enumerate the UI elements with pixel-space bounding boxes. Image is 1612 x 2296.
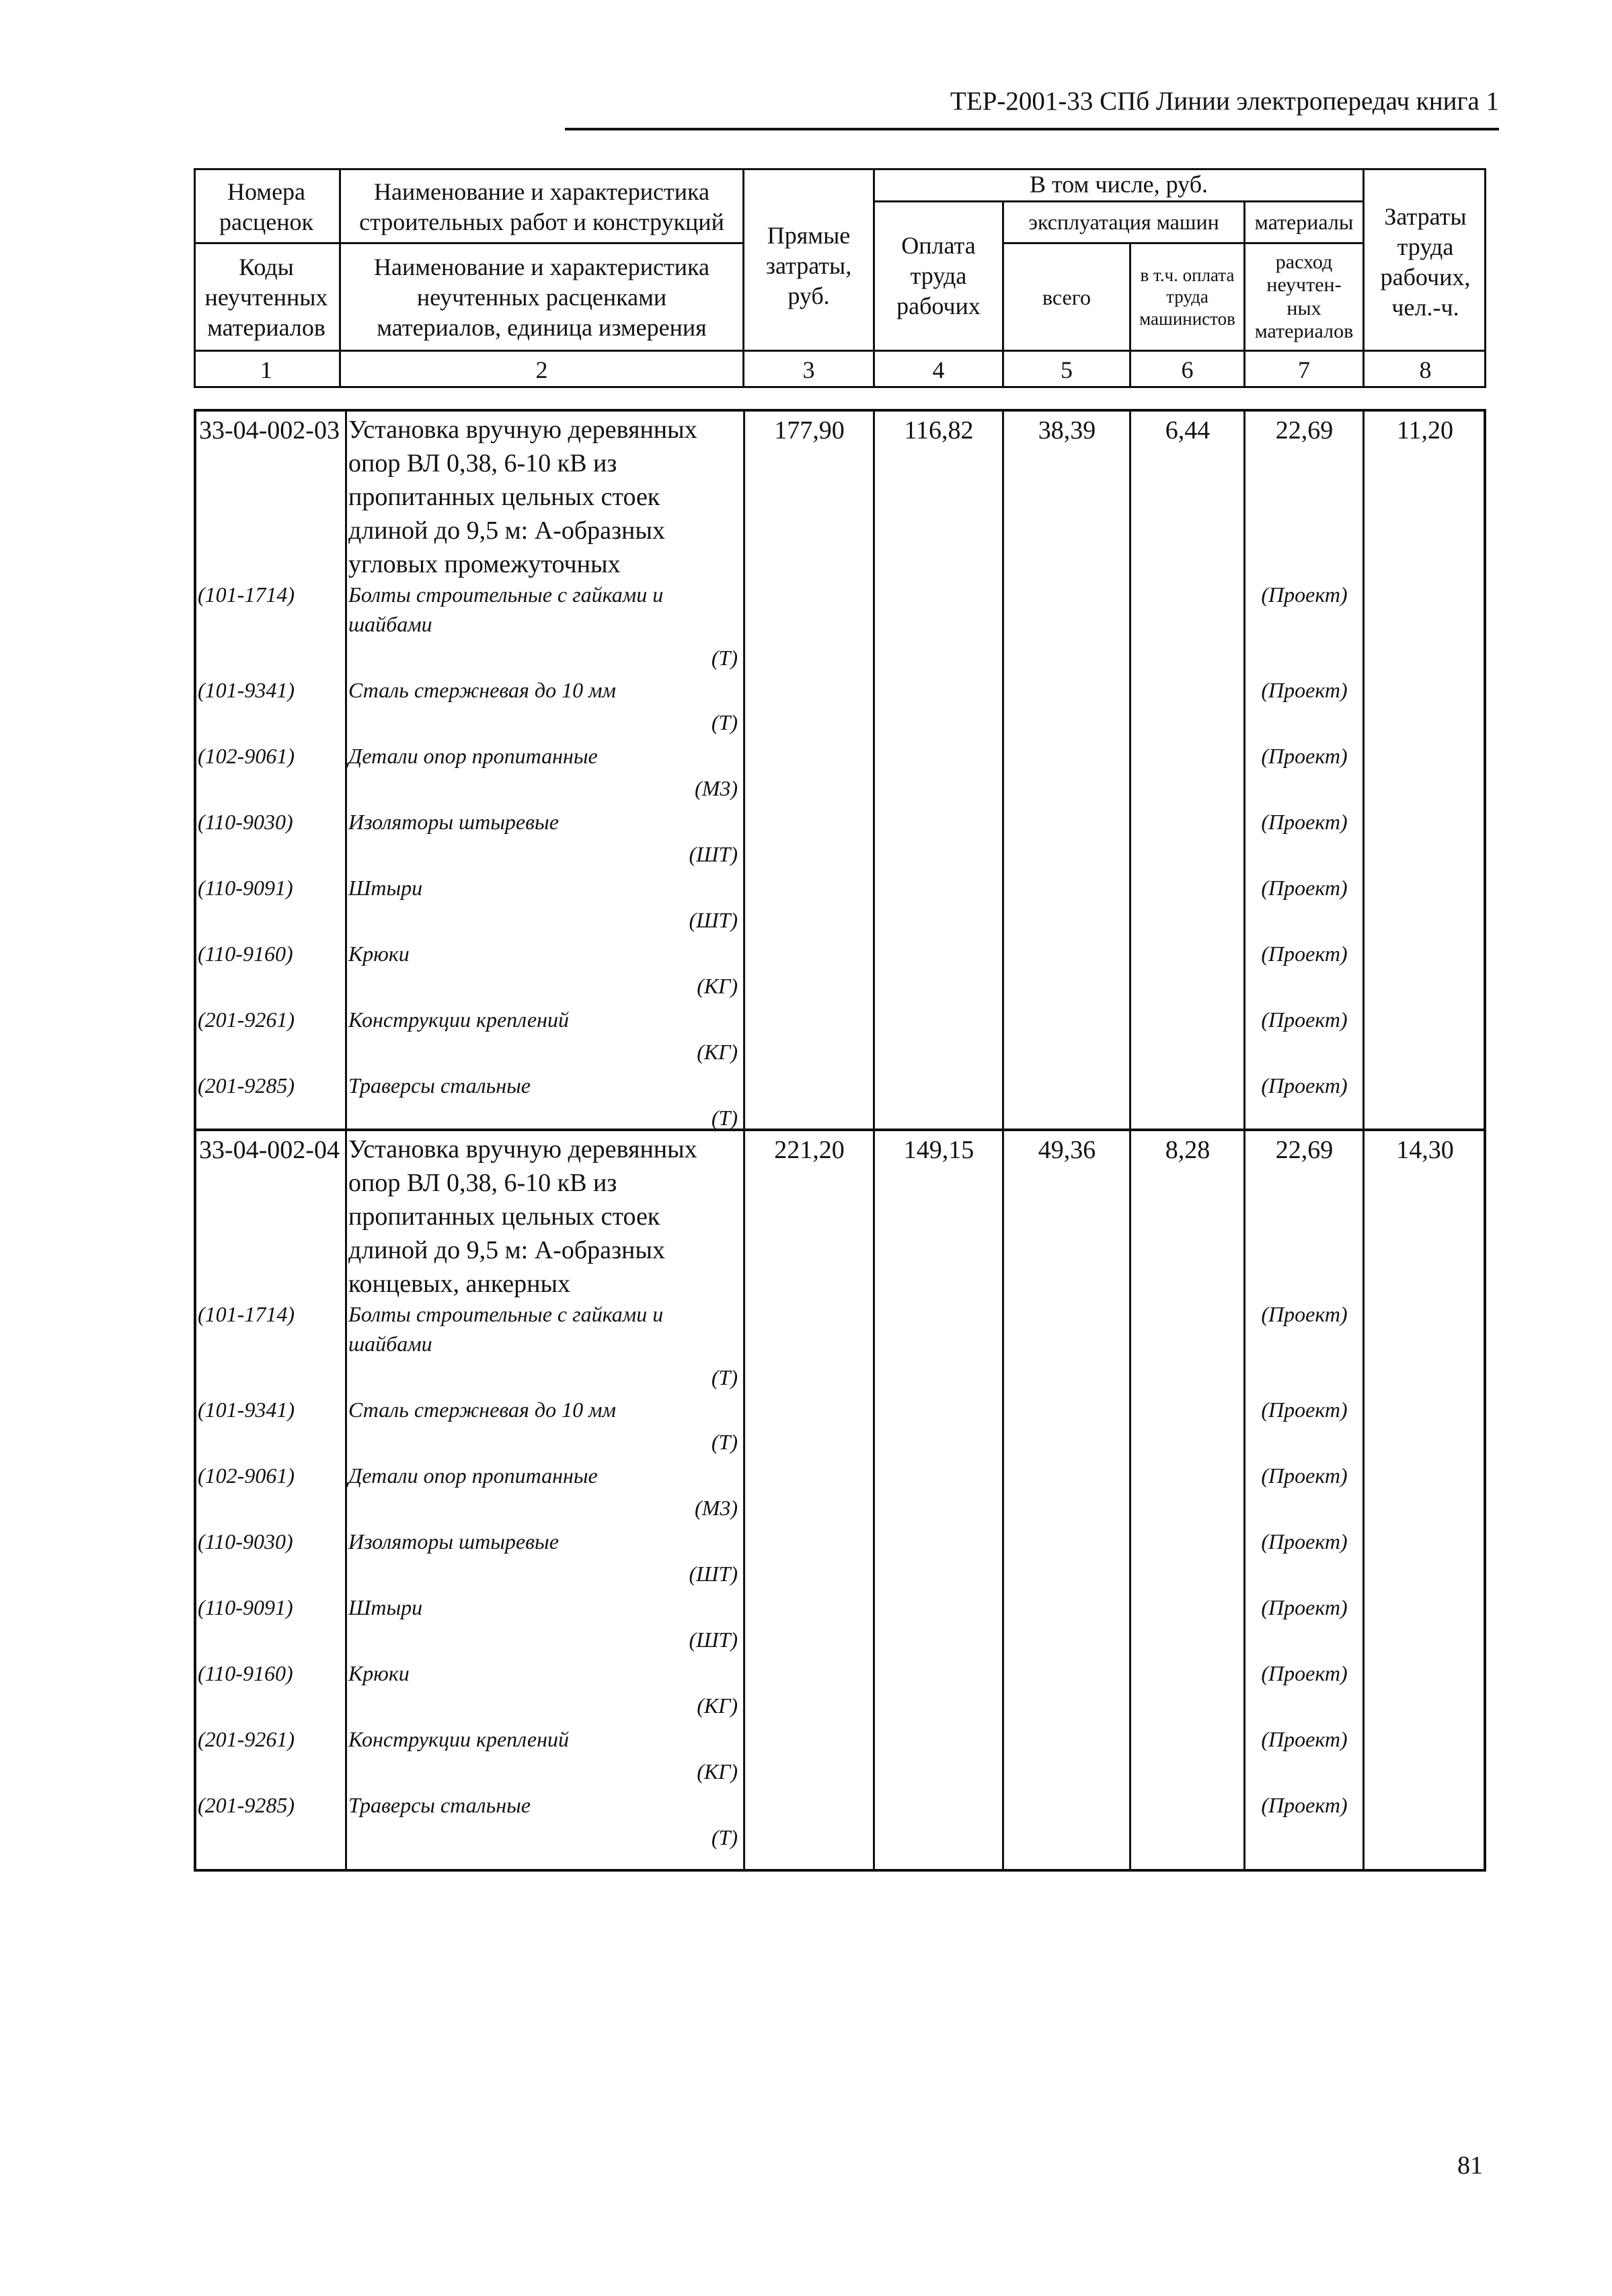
col8-heading: Затраты труда рабочих, чел.-ч.	[1380, 203, 1471, 321]
material-consumption: (Проект)	[1261, 744, 1348, 768]
material-code: (201-9261)	[198, 1007, 295, 1032]
material-code: (102-9061)	[198, 744, 295, 768]
rate-name-line: длиной до 9,5 м: А-образных	[348, 516, 665, 545]
material-consumption: (Проект)	[1261, 1529, 1348, 1554]
machines-group-heading: эксплуатация машин	[1028, 210, 1219, 234]
material-code: (110-9030)	[198, 810, 293, 834]
material-unit: (КГ)	[697, 1040, 738, 1064]
direct-cost: 221,20	[774, 1136, 845, 1164]
material-unit: (Т)	[711, 1106, 738, 1130]
col6-heading: в т.ч. оплата труда машинистов	[1139, 264, 1235, 329]
material-consumption: (Проект)	[1261, 1007, 1348, 1032]
material-unit: (ШТ)	[689, 908, 738, 932]
rate-name-line: Установка вручную деревянных	[348, 416, 697, 444]
material-name: Крюки	[348, 942, 410, 966]
material-name: шайбами	[348, 1332, 432, 1356]
material-name: Сталь стержневая до 10 мм	[348, 678, 616, 702]
col2-bottom-heading: Наименование и характеристика неучтенных расценками материалов, единица измерения	[374, 253, 709, 341]
material-name: Изоляторы штыревые	[348, 1529, 559, 1554]
rate-name-line: концевых, анкерных	[348, 1270, 570, 1298]
col-number-4: 4	[932, 356, 945, 383]
material-consumption: (Проект)	[1261, 1302, 1348, 1326]
material-consumption: (Проект)	[1261, 810, 1348, 834]
material-name: Траверсы стальные	[348, 1073, 531, 1098]
material-name: Конструкции креплений	[348, 1007, 569, 1032]
material-unit: (М3)	[695, 776, 738, 800]
col3-heading: Прямые затраты, руб.	[765, 221, 852, 309]
material-code: (110-9160)	[198, 1661, 293, 1685]
material-code: (110-9030)	[198, 1529, 293, 1554]
materials-cost: 22,69	[1275, 1136, 1334, 1164]
material-name: Штыри	[348, 1595, 423, 1619]
material-code: (110-9091)	[198, 1595, 293, 1619]
material-unit: (Т)	[711, 646, 738, 670]
col-number-3: 3	[802, 356, 815, 383]
col-number-6: 6	[1181, 356, 1194, 383]
material-consumption: (Проект)	[1261, 1463, 1348, 1488]
material-name: Болты строительные с гайками и	[348, 1302, 664, 1326]
col5-heading: всего	[1042, 284, 1091, 309]
material-name: Детали опор пропитанные	[348, 1463, 598, 1488]
labor-hours: 11,20	[1396, 416, 1454, 445]
material-consumption: (Проект)	[1261, 1793, 1348, 1817]
col-number-5: 5	[1061, 356, 1073, 383]
material-consumption: (Проект)	[1261, 1727, 1348, 1751]
labor-cost: 116,82	[904, 416, 974, 445]
material-code: (101-1714)	[198, 1302, 295, 1326]
material-consumption: (Проект)	[1261, 1595, 1348, 1619]
machines-labor: 6,44	[1165, 416, 1211, 445]
labor-cost: 149,15	[903, 1136, 974, 1164]
rate-name-line: пропитанных цельных стоек	[348, 483, 660, 511]
material-unit: (ШТ)	[689, 1628, 738, 1652]
rate-code: 33-04-002-03	[199, 416, 340, 445]
material-unit: (Т)	[711, 1825, 738, 1849]
material-consumption: (Проект)	[1261, 678, 1348, 702]
material-unit: (Т)	[711, 1365, 738, 1389]
machines-labor: 8,28	[1165, 1136, 1211, 1164]
direct-cost: 177,90	[774, 416, 845, 445]
material-consumption: (Проект)	[1261, 1398, 1348, 1422]
material-code: (201-9285)	[198, 1073, 295, 1098]
material-code: (110-9091)	[198, 876, 293, 900]
machines-total: 49,36	[1038, 1136, 1096, 1164]
material-code: (101-9341)	[198, 678, 295, 702]
rate-name-line: опор ВЛ 0,38, 6-10 кВ из	[348, 1169, 617, 1197]
header-rule	[565, 128, 1499, 130]
col1-top-heading: Номера расценок	[219, 178, 313, 235]
machines-total: 38,39	[1038, 416, 1096, 445]
materials-group-heading: материалы	[1254, 210, 1354, 234]
material-name: Конструкции креплений	[348, 1727, 569, 1751]
rate-code: 33-04-002-04	[199, 1136, 340, 1164]
material-name: Болты строительные с гайками и	[348, 582, 664, 607]
material-name: Траверсы стальные	[348, 1793, 531, 1817]
material-unit: (ШТ)	[689, 842, 738, 866]
material-code: (201-9285)	[198, 1793, 295, 1817]
material-unit: (Т)	[711, 710, 738, 734]
rate-name-line: длиной до 9,5 м: А-образных	[348, 1236, 665, 1264]
material-name: Сталь стержневая до 10 мм	[348, 1398, 616, 1422]
rate-name-line: пропитанных цельных стоек	[348, 1202, 660, 1231]
material-consumption: (Проект)	[1261, 942, 1348, 966]
col2-top-heading: Наименование и характеристика строительных работ и конструкций	[359, 178, 724, 235]
material-unit: (КГ)	[697, 1759, 738, 1784]
row-separator	[196, 1128, 1484, 1131]
material-name: Изоляторы штыревые	[348, 810, 559, 834]
material-consumption: (Проект)	[1261, 1661, 1348, 1685]
material-name: Детали опор пропитанные	[348, 744, 598, 768]
col-number-8: 8	[1419, 356, 1432, 383]
material-name: Крюки	[348, 1661, 410, 1685]
material-unit: (М3)	[695, 1496, 738, 1520]
rates-table	[194, 409, 1486, 1872]
material-unit: (ШТ)	[689, 1562, 738, 1586]
material-code: (201-9261)	[198, 1727, 295, 1751]
col7-heading: расход неучтен-ных материалов	[1254, 250, 1354, 342]
page-number: 81	[1457, 2151, 1483, 2180]
material-name: Штыри	[348, 876, 423, 900]
col-number-2: 2	[535, 356, 548, 383]
table-header	[194, 168, 1486, 388]
col-number-1: 1	[260, 356, 272, 383]
material-code: (102-9061)	[198, 1463, 295, 1488]
rate-name-line: угловых промежуточных	[348, 550, 621, 578]
group-heading: В том числе, руб.	[1029, 170, 1208, 198]
material-unit: (КГ)	[697, 974, 738, 998]
col4-heading: Оплата труда рабочих	[896, 231, 981, 319]
material-code: (101-9341)	[198, 1398, 295, 1422]
material-consumption: (Проект)	[1261, 1073, 1348, 1098]
material-code: (101-1714)	[198, 582, 295, 607]
col1-bottom-heading: Коды неучтенных материалов	[204, 253, 328, 341]
rate-name-line: Установка вручную деревянных	[348, 1135, 697, 1163]
material-consumption: (Проект)	[1261, 582, 1348, 607]
material-unit: (Т)	[711, 1430, 738, 1454]
material-code: (110-9160)	[198, 942, 293, 966]
rate-name-line: опор ВЛ 0,38, 6-10 кВ из	[348, 449, 617, 477]
material-name: шайбами	[348, 612, 432, 636]
material-unit: (КГ)	[697, 1693, 738, 1718]
running-header: ТЕР-2001-33 СПб Линии электропередач книга 1	[950, 87, 1499, 116]
labor-hours: 14,30	[1396, 1136, 1454, 1164]
material-consumption: (Проект)	[1261, 876, 1348, 900]
col-number-7: 7	[1298, 356, 1310, 383]
materials-cost: 22,69	[1275, 416, 1334, 445]
